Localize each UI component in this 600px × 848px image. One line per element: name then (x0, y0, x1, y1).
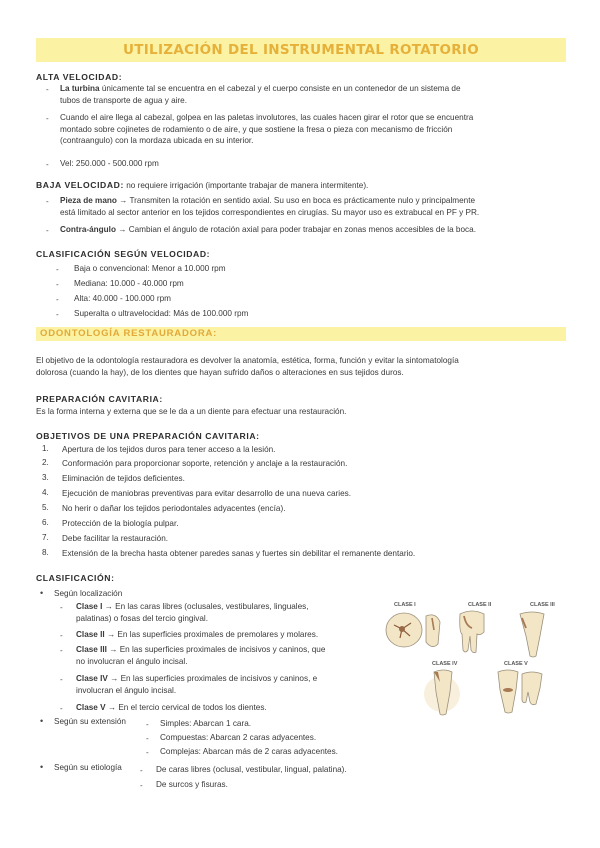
etiologia-label: Según su etiología (54, 763, 122, 772)
diagram-label-clase-iv: CLASE IV (432, 661, 458, 667)
objetivo-number: 3. (42, 473, 49, 482)
objetivo-item: Eliminación de tejidos deficientes. (62, 474, 185, 483)
extension-item: Complejas: Abarcan más de 2 caras adyacentes. (160, 747, 338, 756)
bullet: - (46, 114, 49, 123)
bullet-dot: • (40, 588, 44, 598)
diagram-label-clase-v: CLASE V (504, 661, 528, 667)
bullet: - (46, 226, 49, 235)
alta-item-1: La turbina únicamente tal se encuentra en el cabezal y el cuerpo consiste en un contenedor de un sistema de tubos de transporte de agua y aire. (60, 84, 461, 105)
objetivo-item: Debe facilitar la restauración. (62, 534, 169, 543)
objetivo-number: 7. (42, 533, 49, 542)
vel-item: Superalta o ultravelocidad: Más de 100.000 rpm (74, 309, 249, 318)
objetivo-item: Protección de la biología pulpar. (62, 519, 179, 528)
clase-i-tooth-side (426, 615, 440, 647)
bullet: - (146, 720, 149, 729)
baja-item-2: Contra-ángulo → Cambian el ángulo de rotación axial para poder trabajar en zonas menos accesibles de la boca. (60, 225, 476, 234)
extension-item: Compuestas: Abarcan 2 caras adyacentes. (160, 733, 317, 742)
bullet: - (60, 675, 63, 684)
odonto-heading: ODONTOLOGÍA RESTAURADORA: (40, 328, 218, 339)
clase-iii-tooth (520, 612, 544, 657)
clase-iv-tooth (424, 670, 460, 715)
objetivo-item: Extensión de la brecha hasta obtener paredes sanas y fuertes sin debilitar el remanente dentario. (62, 549, 416, 558)
objetivo-item: No herir o dañar los tejidos periodontales adyacentes (encía). (62, 504, 286, 513)
bullet: - (140, 781, 143, 790)
objetivo-item: Apertura de los tejidos duros para tener acceso a la lesión. (62, 445, 276, 454)
clase-item: Clase I → En las caras libres (oclusales, vestibulares, linguales, palatinas) o fosas del tercio gingival. (76, 602, 309, 623)
baja-item-1: Pieza de mano → Transmiten la rotación en sentido axial. Su uso en boca es prácticamente nulo y principalmente está limitado al sector anterior en los tejidos correspondientes en cirugías. Su mayor uso es extrabucal en PF y PR. (60, 196, 480, 217)
objetivos-heading: OBJETIVOS DE UNA PREPARACIÓN CAVITARIA: (36, 431, 260, 441)
clase-item: Clase IV → En las superficies proximales de incisivos y caninos, e involucran el ángulo incisal. (76, 674, 318, 695)
bullet-dot: • (40, 762, 44, 772)
objetivo-number: 5. (42, 503, 49, 512)
prep-heading: PREPARACIÓN CAVITARIA: (36, 394, 163, 404)
bullet: - (60, 631, 63, 640)
clase-i-tooth (386, 613, 422, 647)
vel-item: Alta: 40.000 - 100.000 rpm (74, 294, 171, 303)
objetivo-number: 4. (42, 488, 49, 497)
bullet: - (56, 310, 59, 319)
bullet: - (56, 295, 59, 304)
clasif-vel-heading: CLASIFICACIÓN SEGÚN VELOCIDAD: (36, 249, 211, 259)
bullet: - (46, 85, 49, 94)
bullet: - (60, 603, 63, 612)
etiologia-item: De surcos y fisuras. (156, 780, 228, 789)
alta-item-2: Cuando el aire llega al cabezal, golpea en las paletas involutores, las cuales hacen girar el rotor que se encuentra montado sobre cojinetes de rodamiento o de aire, y que sostiene la fresa o pieza con mecanismo de fricción (contraangulo) con la mordaza ubicada en su interior. (60, 113, 474, 145)
clase-v-tooth (498, 670, 542, 713)
baja-heading-line: BAJA VELOCIDAD: no requiere irrigación (importante trabajar de manera intermitente). (36, 180, 369, 190)
objetivo-number: 6. (42, 518, 49, 527)
bullet: - (46, 160, 49, 169)
extension-item: Simples: Abarcan 1 cara. (160, 719, 252, 728)
bullet: - (140, 766, 143, 775)
objetivo-item: Ejecución de maniobras preventivas para evitar desarrollo de una nueva caries. (62, 489, 352, 498)
etiologia-item: De caras libres (oclusal, vestibular, lingual, palatina). (156, 765, 347, 774)
localizacion-label: Según localización (54, 589, 123, 598)
alta-heading: ALTA VELOCIDAD: (36, 72, 123, 82)
bullet: - (146, 734, 149, 743)
diagram-label-clase-i: CLASE I (394, 602, 416, 608)
bullet: - (46, 197, 49, 206)
clasificacion-heading: CLASIFICACIÓN: (36, 573, 115, 583)
bullet: - (146, 748, 149, 757)
diagram-label-clase-iii: CLASE III (530, 602, 555, 608)
clase-ii-tooth (460, 611, 484, 653)
odonto-paragraph: El objetivo de la odontología restauradora es devolver la anatomía, estética, forma, función y evitar la sintomatología dolorosa (cuando la hay), de los dientes que hayan sufrido daños o alteraciones en sus tejidos duros. (36, 356, 459, 377)
bullet-dot: • (40, 716, 44, 726)
extension-label: Según su extensión (54, 717, 126, 726)
bullet: - (56, 265, 59, 274)
objetivo-item: Conformación para proporcionar soporte, retención y anclaje a la restauración. (62, 459, 348, 468)
vel-item: Baja o convencional: Menor a 10.000 rpm (74, 264, 226, 273)
vel-item: Mediana: 10.000 - 40.000 rpm (74, 279, 184, 288)
prep-text: Es la forma interna y externa que se le da a un diente para efectuar una restauración. (36, 407, 347, 416)
clase-item: Clase II → En las superficies proximales de premolares y molares. (76, 630, 319, 639)
bullet: - (60, 646, 63, 655)
alta-item-3: Vel: 250.000 - 500.000 rpm (60, 159, 159, 168)
page-title: UTILIZACIÓN DEL INSTRUMENTAL ROTATORIO (122, 42, 480, 58)
bullet: - (60, 704, 63, 713)
clase-item: Clase V → En el tercio cervical de todos los dientes. (76, 703, 267, 712)
cavity-classes-diagram (380, 592, 562, 720)
objetivo-number: 8. (42, 548, 49, 557)
objetivo-number: 1. (42, 444, 49, 453)
bullet: - (56, 280, 59, 289)
diagram-label-clase-ii: CLASE II (468, 602, 492, 608)
objetivo-number: 2. (42, 458, 49, 467)
clase-item: Clase III → En las superficies proximales de incisivos y caninos, que no involucran el ángulo incisal. (76, 645, 326, 666)
